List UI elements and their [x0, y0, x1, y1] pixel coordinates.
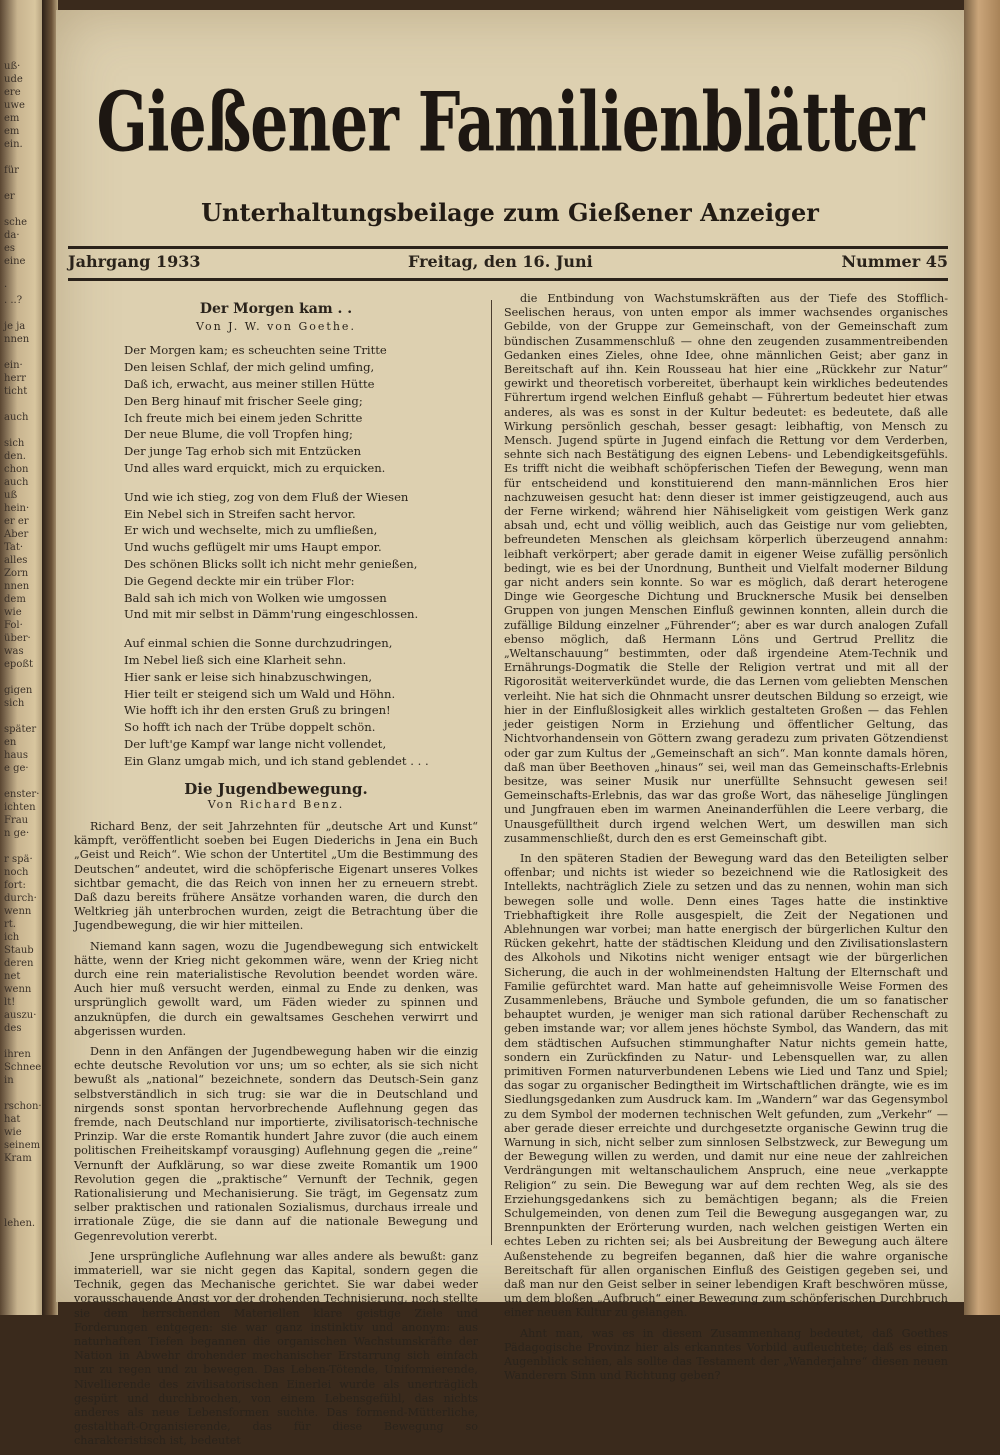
article-paragraph: Niemand kann sagen, wozu die Jugendbewegung sich entwickelt hätte, wenn der Krieg nicht gekommen wäre, wenn der Krieg nicht durch eine rein materialistische Revolution beendet worden wäre. Auch hier muß versucht werden, einmal zu Ende zu denken, was ursprünglich gewollt ward, um Fäden wieder zu spinnen und anzuknüpfen, die durch ein gewaltsames Geschehen verwirrt und abgerissen wurden. [74, 939, 478, 1038]
poem-line: Der luft'ge Kampf war lange nicht vollendet, [124, 736, 387, 751]
poem-line: Er wich und wechselte, mich zu umfließen, [124, 523, 378, 538]
poem-body [74, 342, 478, 769]
article-paragraph: Denn in den Anfängen der Jugendbewegung haben wir die einzig echte deutsche Revolution vor uns; um so echter, als sie sich nicht bewußt als „national“ bezeichnete, sondern das Deutsch-Sein ganz selbstverständlich in sich trug: sie war die in Deutschland und nirgends sonst spontan hervorbrechende Auflehnung gegen das fremde, nach Deutschland nur importierte, zivilisatorisch-technische Prinzip. War die erste Romantik hundert Jahre zuvor (die auch einem politischen Freiheitskampf vorausging) Auflehnung gegen die „reine“ Vernunft der Aufklärung, so war diese zweite Romantik um 1900 Revolution gegen die „praktische“ Vernunft der Technik, gegen Rationalisierung und Mechanisierung. Sie trägt, im Gegensatz zum selber praktischen und rationalen Sozialismus, durchaus irreale und irrationale Züge, die sie dann auf die nationale Bewegung und Gegenrevolution vererbt. [74, 1044, 478, 1243]
article-paragraph: Jene ursprüngliche Auflehnung war alles andere als bewußt: ganz immateriell, war sie nicht gegen das Kapital, sondern gegen die Technik, gegen das Mechanische gerichtet. Sie war dabei weder vorausschauende Angst vor der drohenden Technisierung, noch stellte sie dem herrschenden Materiellen klare geistige Ziele und Forderungen entgegen: sie war ganz instinktiv und anonym: aus naturhaften Tiefen begannen die organischen Wachstumskräfte der Nation in Abwehr drohender mechanischer Erstarrung sich einfach nur zu regen und zu bewegen. Das Leben-Tötende, Uniformierende, Nivellierende des zivilisatorischen Einerlei wurde als unerträglich gespürt und durchbrochen, von einem Lebensgefühl, das nichts anderes als neue Lebensformen suchte. Das formend-Mütterliche, gestalthaft-Organisierende, das für diese Bewegung so charakteristisch ist, bedeutet [74, 1249, 478, 1448]
poem-line: Der junge Tag erhob sich mit Entzücken [124, 444, 362, 459]
poem-stanza [124, 489, 478, 623]
poem-line: So hofft ich nach der Trübe doppelt schön. [124, 720, 376, 735]
poem-stanza [124, 635, 478, 769]
poem-title: Der Morgen kam . . [199, 301, 353, 317]
poem-line: Ein Glanz umgab mich, und ich stand geblendet . . . [124, 753, 429, 768]
article-byline: Von Richard Benz. [207, 797, 345, 811]
poem-line: Des schönen Blicks sollt ich nicht mehr genießen, [124, 556, 418, 571]
newspaper-page [56, 10, 964, 1448]
poem-byline: Von J. W. von Goethe. [196, 320, 356, 334]
poem-line: Und alles ward erquickt, mich zu erquicken. [124, 460, 386, 475]
poem-line: Den Berg hinauf mit frischer Seele ging; [124, 393, 363, 408]
poem-stanza [124, 342, 478, 476]
column-separator [491, 300, 492, 1245]
poem-line: Der Morgen kam; es scheuchten seine Tritte [124, 343, 387, 358]
article-right-text [504, 292, 948, 1383]
poem-line: Bald sah ich mich von Wolken wie umgossen [124, 590, 387, 605]
left-column [74, 296, 478, 1455]
poem-line: Den leisen Schlaf, der mich gelind umfing, [124, 360, 375, 375]
article-paragraph: In den späteren Stadien der Bewegung ward das den Beteiligten selber offenbar; und nichts ist wieder so bezeichnend wie die Ratlosigkeit des Intellekts, nachträglich Ziele zu setzen und das zu nennen, wohin man sich bewegen solle und wolle. Denn eines Tages hatte die instinktive Triebhaftigkeit ihre Rolle ausgespielt, die Zeit der Negationen und Ablehnungen war vorbei; man hatte energisch der bürgerlichen Kultur den Rücken gekehrt, hatte der städtischen Kleidung und den Zivilisationslastern des Alkohols und Nikotins nicht weniger entsagt wie der bürgerlichen Sicherung, die auch in der wohlmeinendsten Haltung der Elternschaft und Familie gefürchtet ward. Man hatte auf geheimnisvolle Weise Formen des Zusammenlebens, Bräuche und Symbole gefunden, die um so fanatischer behauptet wurden, je weniger man sich rational darüber Rechenschaft zu geben imstande war; vor allem jenes höchste Symbol, das Wandern, das mit dem städtischen Aufsuchen stimmunghafter Natur nichts gemein hatte, sondern ein Zurückfinden zu Natur- und Lebensquellen war, zu allen primitiven Formen naturverbundenen Lebens wie Lied und Tanz und Spiel; das sogar zu organischer Bedingtheit im Wirtschaftlichen drängte, wie es im Siedlungsgedanken zum Ausdruck kam. Im „Wandern“ war das Gegensymbol zu dem Symbol der modernen technischen Welt gefunden, zum „Verkehr“ — aber gerade dieser erreichte und durchgesetzte organische Gewinn trug die Warnung in sich, nicht selber zum sinnlosen Selbstzweck, zur Bewegung um der Bewegung willen zu werden, und damit nur eine neue der zahlreichen Verdrängungen mit weltanschaulichem Anspruch, eine neue „verkappte Religion“ zu sein. Die Bewegung war auf dem rechten Weg, als sie des Erziehungsgedankens sich zu bemächtigen begann; als die Freien Schulgemeinden, von denen zum Teil die Bewegung ausgegangen war, zu Brennpunkten der Erörterung wurden, nach welchen geistigen Werten ein echtes Leben zu richten sei; als bei Ausbreitung der Bewegung auch ältere Außenstehende zu begreifen begannen, daß hier die wahre organische Bereitschaft für allen organischen Einfluß des Geistigen gegeben sei, und daß man nur den Geist selber in seiner lebendigen Kraft beschwören müsse, um dem bloßen „Aufbruch“ einer Bewegung zum schöpferischen Durchbruch einer neuen Kultur zu gelangen. [504, 851, 948, 1320]
poem-line: Ein Nebel sich in Streifen sacht hervor. [124, 506, 356, 521]
poem-line: Daß ich, erwacht, aus meiner stillen Hütte [124, 377, 375, 391]
poem-line: Hier teilt er steigend sich um Wald und Höhn. [124, 686, 396, 701]
poem-line: Der neue Blume, die voll Tropfen hing; [124, 427, 353, 442]
article-left-text [74, 820, 478, 1449]
masthead-title: Gießener Familienblätter [96, 76, 924, 171]
poem-line: Die Gegend deckte mir ein trüber Flor: [124, 573, 355, 588]
article-paragraph: Richard Benz, der seit Jahrzehnten für „deutsche Art und Kunst“ kämpft, veröffentlicht soeben bei Eugen Diederichs in Jena ein Buch „Geist und Reich“. Wie schon der Untertitel „Um die Bestimmung des Deutschen“ andeutet, wird die schöpferische Eigenart unseres Volkes sichtbar gemacht, die das Reich von innen her zu erneuern strebt. Daß dazu bereits frühere Ansätze vorhanden waren, die durch den Weltkrieg jäh unterbrochen wurden, zeigt die Betrachtung über die Jugendbewegung, die wir hier mitteilen. [74, 819, 478, 933]
poem-line: Und wuchs geflügelt mir ums Haupt empor. [124, 540, 382, 555]
article-title: Die Jugendbewegung. [184, 779, 368, 798]
masthead-subtitle: Unterhaltungsbeilage zum Gießener Anzeiger [201, 198, 819, 227]
bottom-rule [68, 278, 948, 281]
poem-line: Und wie ich stieg, zog von dem Fluß der Wiesen [124, 489, 409, 504]
top-rule [68, 246, 948, 249]
volume-label: Jahrgang 1933 [68, 252, 201, 271]
date-label: Freitag, den 16. Juni [408, 252, 593, 271]
previous-page-edge-text: uß· ude ere uwe em em ein. für er sche da· es eine · . ..? je ja nnen ein· herr ticht auch sich den. chon auch uß hein· er er Aber Tat· alles Zorn nnen dem wie Fol· über· was epoßt gigen sich später en haus e ge· enster· ichten Frau n ge· r spä· noch fort: durch· wenn rt. ich Staub deren net wenn lt! auszu· des ihren Schnee in rschon· hat wie seinem Kram lehen. [4, 61, 42, 1229]
right-column [504, 292, 948, 1389]
article-paragraph: Ahnt man, was es in diesem Zusammenhang bedeutet, daß Goethes Pädagogische Provinz hier als erkanntes Vorbild aufleuchtete; daß es einen Augenblick schien, als sollte das Testament der „Wanderjahre“ diesen neuen Wanderern Sinn und Richtung geben? [504, 1326, 948, 1383]
issue-info-line [68, 252, 948, 276]
poem-line: Ich freute mich bei einem jeden Schritte [124, 410, 363, 425]
poem-line: Im Nebel ließ sich eine Klarheit sehn. [124, 652, 347, 667]
poem-line: Auf einmal schien die Sonne durchzudringen, [124, 636, 393, 651]
issue-number-label: Nummer 45 [841, 252, 948, 271]
poem-line: Wie hofft ich ihr den ersten Gruß zu bringen! [124, 703, 391, 718]
poem-line: Hier sank er leise sich hinabzuschwingen, [124, 669, 373, 684]
book-cover-edge [964, 0, 1000, 1315]
article-paragraph: die Entbindung von Wachstumskräften aus der Tiefe des Stofflich-Seelischen heraus, von unten empor als immer wachsendes organisches Gebilde, von der Gruppe zur Gemeinschaft, von der Gemeinschaft zum bündischen Zusammenschluß — ohne den zeugenden zusammentreibenden Gedanken eines Zieles, ohne Idee, ohne männlichen Geist; aber ganz in Bereitschaft auf ihn. Kein Rousseau hat hier eine „Rückkehr zur Natur“ gewirkt und theoretisch vorbereitet, überhaupt kein wirkliches bedeutendes Führertum irgend welchen Einfluß gehabt — Führertum bedeutet hier etwas anderes, als was es sonst in der Kultur bedeutet: es bedeutete, daß alle Wirkung persönlich geschah, besser gesagt: leibhaftig, von Mensch zu Mensch. Jugend spürte in Jugend einfach die Rettung vor dem Verderben, sehnte sich nach Bestätigung des eignen Lebens- und Lebendigkeitsgefühls. Es trifft nicht die weibhaft schöpferischen Tiefen der Bewegung, wenn man für entscheidend und konstituierend den mann-männlichen Eros hier nachzuweisen gesucht hat: denn dieser ist immer geistigzeugend, auch aus der Ferne wirkend; während hier Nähiseligkeit vom geistigen Werk ganz absah und, echt und völlig weiblich, auch das Geistige nur vom geliebten, befreundeten Menschen als gleichsam körperlich überzeugend annahm: leibhaft verkörpert; aber gerade damit in eigener Weise zufällig persönlich bedingt, wie es bei der Unordnung, Buntheit und Vielfalt moderner Bildung gar nicht anders sein konnte. So war es möglich, daß derart heterogene Dinge wie Georgesche Dichtung und Brucknersche Musik bei denselben Gruppen von jungen Menschen Einfluß gewinnen konnten, allein durch die zufällige Bildung einzelner „Führender“; aber es war durch analogen Zufall ebenso möglich, daß Hermann Löns und Gertrud Prellitz die „Weltanschauung“ bestimmten, oder daß irgendeine Atem-Technik und Ernährungs-Dogmatik die Stelle der Religion vertrat und mit all der Rigorosität weiterverkündet wurde, die das Lernen vom geliebten Menschen verleiht. Nie hat sich die Ohnmacht unsrer deutschen Bildung so erzeigt, wie hier in der Einflußlosigkeit alles wirklich gestalteten Großen — das Fehlen jeder geistigen Norm in Erziehung und öffentlicher Geltung, das Nichtvorhandensein von Göttern zwang geradezu zum privaten Götzendienst oder gar zum Kultus der „Gemeinschaft an sich“. Man konnte damals hören, daß man über Beethoven „hinaus“ sei, weil man das Gemeinschafts-Erlebnis besitze, was seiner Musik nur unerfüllte Sehnsucht gewesen sei! Gemeinschafts-Erlebnis, das war das große Wort, das näheselige Jünglingen und Jungfrauen eben im warmen Aneinanderfühlen die Leere verbarg, die Unausgefülltheit durch irgend welchen Wert, um deswillen man sich zusammenschließt, durch den es erst Gemeinschaft gibt. [504, 292, 948, 845]
poem-line: Und mit mir selbst in Dämm'rung eingeschlossen. [124, 607, 419, 622]
